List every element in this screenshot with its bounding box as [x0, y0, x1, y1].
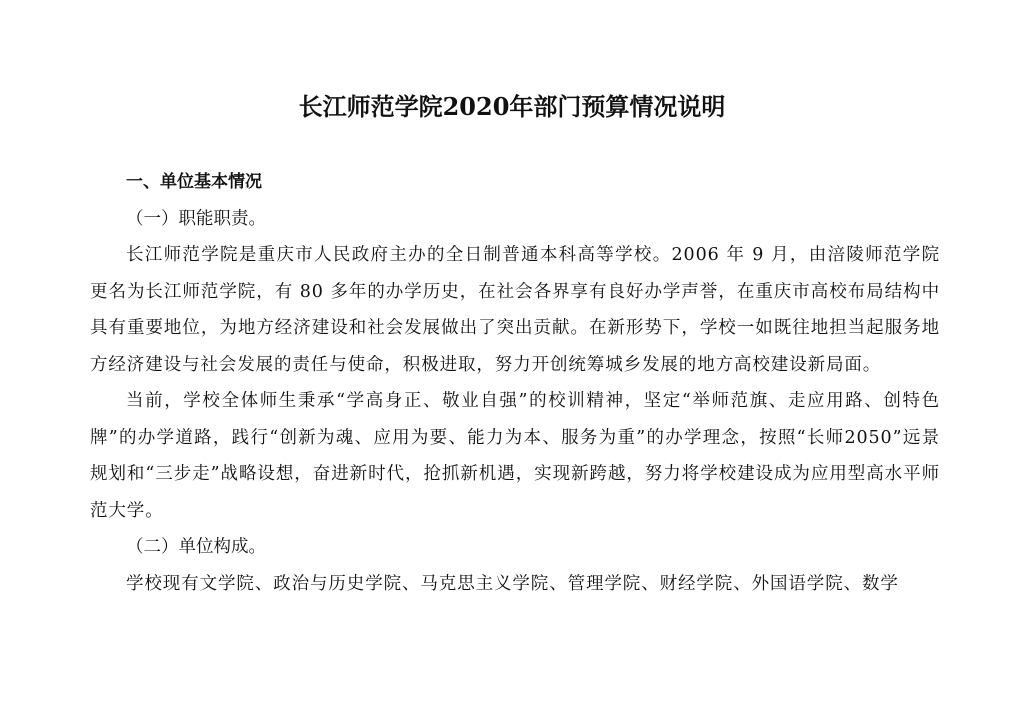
document-body [90, 164, 940, 602]
paragraph-school-philosophy: 当前，学校全体师生秉承“学高身正、敬业自强”的校训精神，坚定“举师范旗、走应用路、创特色牌”的办学道路，践行“创新为魂、应用为要、能力为本、服务为重”的办学理念，按照“长师2050”远景规划和“三步走”战略设想，奋进新时代，抢抓新机遇，实现新跨越，努力将学校建设成为应用型高水平师范大学。 [90, 391, 940, 521]
paragraph-school-intro: 长江师范学院是重庆市人民政府主办的全日制普通本科高等学校。2006 年 9 月，由涪陵师范学院更名为长江师范学院，有 80 多年的办学历史，在社会各界享有良好办学声誉，在重庆市高校布局结构中具有重要地位，为地方经济建设和社会发展做出了突出贡献。在新形势下，学校一如既往地担当起服务地方经济建设与社会发展的责任与使命，积极进取，努力开创统筹城乡发展的地方高校建设新局面。 [90, 245, 940, 375]
subsection-heading-composition: （二）单位构成。 [126, 537, 266, 557]
document-title: 长江师范学院2020年部门预算情况说明 [298, 92, 726, 121]
paragraph-school-composition: 学校现有文学院、政治与历史学院、马克思主义学院、管理学院、财经学院、外国语学院、数学 [126, 573, 899, 594]
subsection-heading-duties: （一）职能职责。 [126, 208, 266, 229]
section-heading-basic-info: 一、单位基本情况 [126, 172, 262, 192]
